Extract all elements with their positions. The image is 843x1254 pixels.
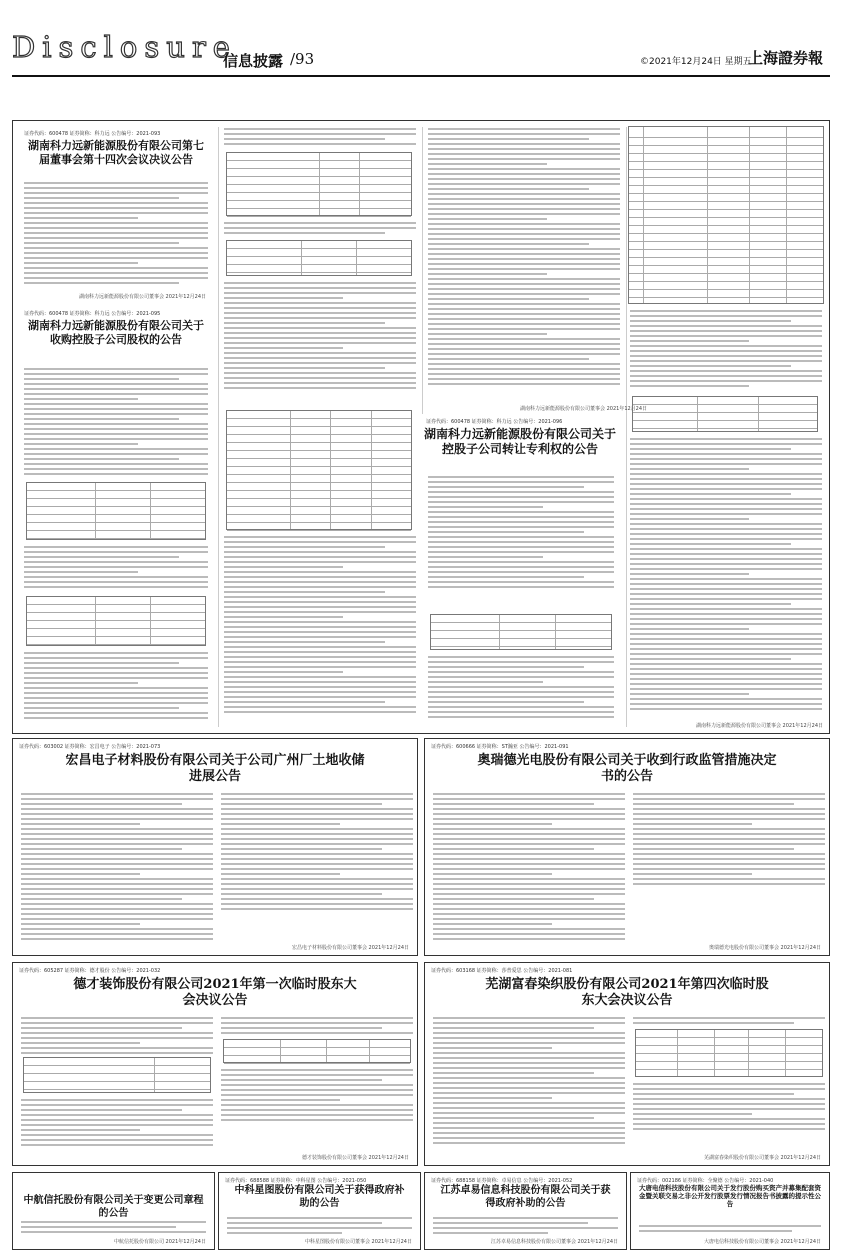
notice-body [633, 793, 825, 888]
financial-table [632, 396, 818, 432]
section-brand: Disclosure [12, 30, 237, 64]
notice-government-subsidy-zhuoyi[interactable] [424, 1172, 627, 1250]
financial-table [26, 596, 206, 646]
column-divider [218, 127, 219, 727]
notice-meta: 证券代码：603168 证券简称：莎普爱思 公告编号：2021-081 [431, 968, 573, 974]
notice-board-resolution[interactable] [18, 126, 214, 304]
notice-footer: 德才装饰股份有限公司董事会 2021年12月24日 [301, 1155, 409, 1161]
notice-patent-transfer[interactable] [420, 414, 620, 732]
notice-footer: 大唐电信科技股份有限公司董事会 2021年12月24日 [703, 1239, 821, 1245]
notice-footer: 中科星图股份有限公司董事会 2021年12月24日 [304, 1239, 412, 1245]
notice-meta: 证券代码：600666 证券简称：ST瀚亚 公告编号：2021-091 [431, 744, 569, 750]
notice-body [633, 1083, 825, 1133]
notice-footer: 芜湖富春染织股份有限公司董事会 2021年12月24日 [703, 1155, 821, 1161]
notice-body [433, 1017, 625, 1147]
notice-footer: 江苏卓易信息科技股份有限公司董事会 2021年12月24日 [490, 1239, 618, 1245]
notice-body [428, 476, 614, 591]
voting-table [223, 1039, 411, 1063]
notice-body [21, 1099, 213, 1149]
notice-body-column [224, 222, 416, 237]
notice-body [633, 1017, 825, 1027]
notice-meta: 证券代码：600478 证券简称：科力远 公告编号：2021-096 [426, 419, 563, 425]
page-header [0, 0, 843, 76]
notice-footer: 宏昌电子材料股份有限公司董事会 2021年12月24日 [291, 945, 409, 951]
financial-table [226, 410, 412, 530]
financial-table [430, 614, 612, 650]
notice-title: 德才装饰股份有限公司2021年第一次临时股东大会决议公告 [73, 977, 357, 1009]
notice-body-column [630, 310, 822, 390]
notice-body [221, 793, 413, 913]
notice-footer: 湖南科力远新能源股份有限公司董事会 2021年12月24日 [520, 406, 648, 412]
notice-shareholder-meeting-decai[interactable] [12, 962, 418, 1166]
notice-regulatory-measure[interactable] [424, 738, 830, 956]
financial-table [226, 152, 412, 216]
notice-body [21, 1221, 206, 1236]
notice-meta: 证券代码：688588 证券简称：中科星图 公告编号：2021-050 [225, 1178, 367, 1184]
notice-title: 湖南科力远新能源股份有限公司第七届董事会第十四次会议决议公告 [28, 139, 204, 166]
notice-body-column [224, 536, 416, 716]
notice-footer: 湖南科力远新能源股份有限公司董事会 2021年12月24日 [78, 294, 206, 300]
notice-body-column [428, 128, 620, 388]
issue-date: ©2021年12月24日 星期五 [640, 57, 752, 67]
notice-footer: 湖南科力远新能源股份有限公司董事会 2021年12月24日 [695, 723, 823, 729]
notice-body-column [224, 128, 416, 148]
notice-body [428, 656, 614, 721]
notice-body [24, 368, 208, 478]
notice-title: 中科星图股份有限公司关于获得政府补助的公告 [234, 1185, 405, 1209]
notice-body [221, 1017, 413, 1037]
notice-meta: 证券代码：688158 证券简称：卓易信息 公告编号：2021-052 [431, 1178, 573, 1184]
header-rule [12, 75, 830, 77]
voting-table [635, 1029, 823, 1077]
notice-meta: 证券代码：600478 证券简称：科力远 公告编号：2021-093 [24, 131, 161, 137]
notice-land-reserve[interactable] [12, 738, 418, 956]
notice-body [21, 1017, 213, 1057]
notice-meta: 证券代码：605287 证券简称：德才股份 公告编号：2021-032 [19, 968, 161, 974]
voting-table [23, 1057, 211, 1093]
notice-title: 湖南科力远新能源股份有限公司关于收购控股子公司股权的公告 [28, 319, 204, 346]
notice-body [639, 1225, 821, 1235]
notice-title: 奥瑞德光电股份有限公司关于收到行政监管措施决定书的公告 [477, 753, 777, 785]
column-divider [626, 127, 627, 727]
notice-title: 江苏卓易信息科技股份有限公司关于获得政府补助的公告 [440, 1185, 611, 1209]
notice-meta: 证券代码：603002 证券简称：宏昌电子 公告编号：2021-073 [19, 744, 161, 750]
notice-body-column [224, 282, 416, 392]
notice-footer: 奥瑞德光电股份有限公司董事会 2021年12月24日 [708, 945, 821, 951]
notice-body-column [630, 438, 822, 713]
notice-title: 宏昌电子材料股份有限公司关于公司广州厂土地收储进展公告 [65, 753, 365, 785]
notice-body [24, 546, 208, 591]
notice-body [24, 182, 208, 287]
notice-body [21, 793, 213, 943]
notice-shareholder-meeting-fuchun[interactable] [424, 962, 830, 1166]
notice-body [433, 1217, 618, 1237]
notice-issuance-report[interactable] [630, 1172, 830, 1250]
financial-table [226, 240, 412, 276]
newspaper-logo: 上海證券報 [748, 49, 824, 67]
notice-equity-acquisition[interactable] [18, 306, 214, 730]
notice-body [24, 652, 208, 722]
notice-title: 中航信托股份有限公司关于变更公司章程的公告 [23, 1195, 204, 1219]
notice-title: 芜湖富春染织股份有限公司2021年第四次临时股东大会决议公告 [485, 977, 769, 1009]
notice-title: 湖南科力远新能源股份有限公司关于控股子公司转让专利权的公告 [424, 427, 617, 456]
page-number: /93 [290, 50, 315, 68]
notice-meta: 证券代码：600478 证券简称：科力远 公告编号：2021-095 [24, 311, 161, 317]
section-name: 信息披露 [223, 52, 284, 70]
patent-list-table [628, 126, 824, 304]
notice-body [433, 793, 625, 943]
notice-government-subsidy-zhongke[interactable] [218, 1172, 421, 1250]
financial-table [26, 482, 206, 540]
notice-articles-amendment[interactable] [12, 1172, 215, 1250]
notice-footer: 中航信托股份有限公司 2021年12月24日 [113, 1239, 206, 1245]
notice-body [221, 1069, 413, 1124]
notice-title: 大唐电信科技股份有限公司关于发行股份购买资产并募集配套资金暨关联交易之非公开发行股票发行情况报告书披露的提示性公告 [639, 1184, 821, 1209]
notice-body [227, 1217, 412, 1237]
notice-meta: 证券代码：002186 证券简称：全聚德 公告编号：2021-040 [637, 1178, 774, 1184]
